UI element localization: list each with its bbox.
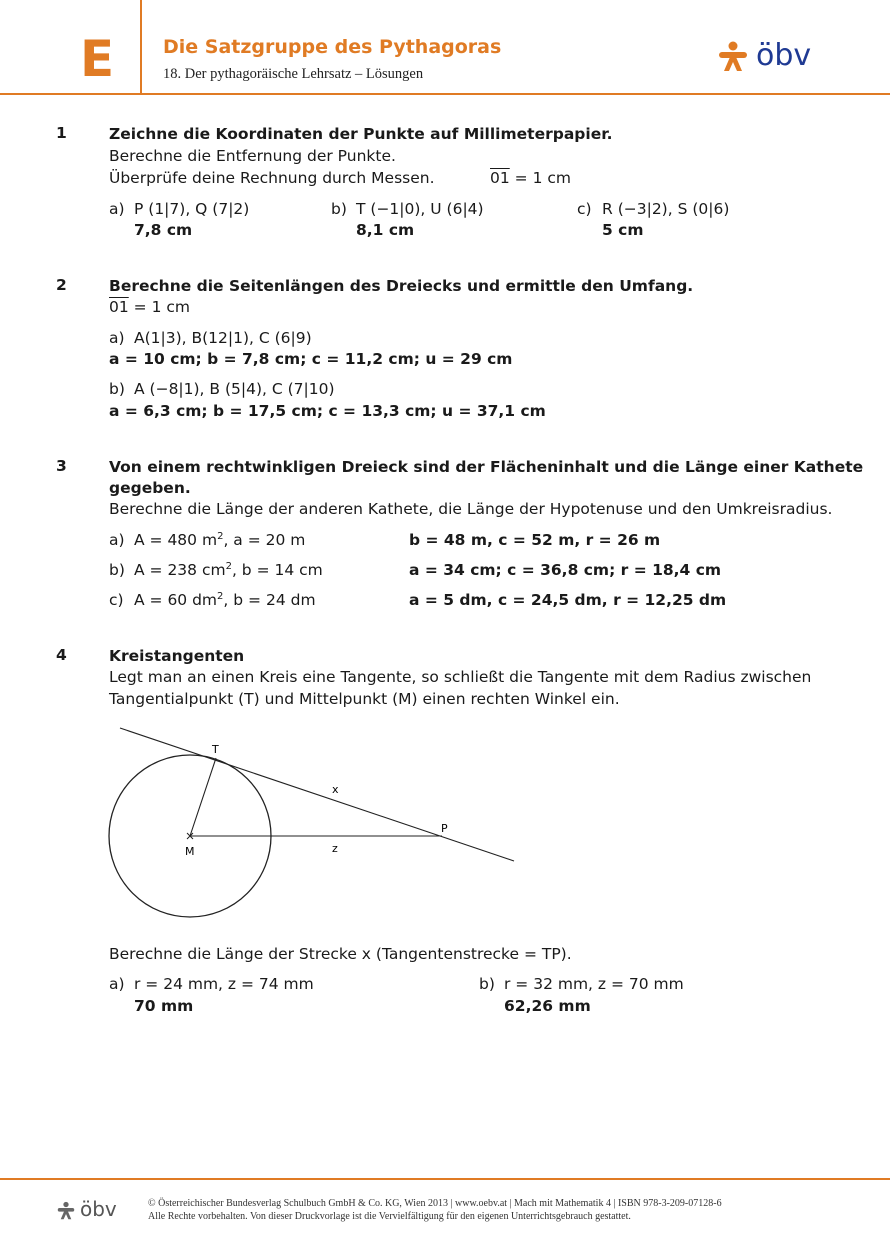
unit-label: 01 [490,169,510,187]
task3-heading-line2: gegeben. [109,479,191,497]
task4-item-a-answer: 70 mm [134,997,194,1015]
unit-label: 01 [109,298,129,316]
footer-copyright: © Österreichischer Bundesverlag Schulbuch GmbH & Co. KG, Wien 2013 | www.oebv.at | Mach mit Mathematik 4 | ISBN 978-3-209-07128-6 [148,1198,722,1209]
label-M: M [185,845,195,858]
task3-item-c-question [134,589,316,611]
unit-value: = 1 cm [514,169,571,187]
label-P: P [441,822,448,835]
label-z: z [332,842,338,855]
task3-item-c-label: c) [109,591,124,609]
task4-number: 4 [56,646,67,664]
label-x: x [332,783,339,796]
task1-item-b-label: b) [331,200,347,218]
task1-heading: Zeichne die Koordinaten der Punkte auf Millimeterpapier. [109,125,613,143]
question-part: , a = 20 m [223,531,306,549]
question-part: , b = 24 dm [223,591,316,609]
question-part: A = 60 dm [134,591,218,609]
task3-item-a-answer: b = 48 m, c = 52 m, r = 26 m [409,531,661,549]
task1-item-c-question: R (−3|2), S (0|6) [602,200,730,218]
task1-item-b-question: T (−1|0), U (6|4) [356,200,484,218]
obv-star-icon [716,40,750,74]
page-title: Die Satzgruppe des Pythagoras [163,36,502,58]
task1-line2: Überprüfe deine Rechnung durch Messen. [109,169,435,187]
question-part: A = 238 cm [134,561,226,579]
chapter-letter: E [80,30,115,88]
task1-item-a-label: a) [109,200,125,218]
task1-item-a-question: P (1|7), Q (7|2) [134,200,250,218]
task1-line1: Berechne die Entfernung der Punkte. [109,147,396,165]
task3-item-c-answer: a = 5 dm, c = 24,5 dm, r = 12,25 dm [409,591,727,609]
header-divider [140,0,142,94]
label-T: T [212,743,219,756]
tangent-line [120,728,514,861]
task3-item-b-answer: a = 34 cm; c = 36,8 cm; r = 18,4 cm [409,561,722,579]
task4-heading: Kreistangenten [109,647,245,665]
obv-star-icon [56,1201,76,1221]
task3-item-a-question [134,529,305,551]
task3-heading-line1: Von einem rechtwinkligen Dreieck sind der Flächeninhalt und die Länge einer Kathete [109,458,864,476]
question-part: , b = 14 cm [231,561,323,579]
task1-item-c-answer: 5 cm [602,221,644,239]
task3-item-b-label: b) [109,561,125,579]
task2-item-a-question: A(1|3), B(12|1), C (6|9) [134,329,312,347]
footer-logo-text: öbv [80,1197,117,1221]
task4-item-b-question: r = 32 mm, z = 70 mm [504,975,684,993]
task2-item-b-question: A (−8|1), B (5|4), C (7|10) [134,380,335,398]
task2-item-b-label: b) [109,380,125,398]
question-exponent: 2 [217,530,224,542]
task4-question: Berechne die Länge der Strecke x (Tangentenstrecke = TP). [109,945,572,963]
task4-item-a-label: a) [109,975,125,993]
task1-number: 1 [56,124,67,142]
task3-item-a-label: a) [109,531,125,549]
task2-item-a-answer: a = 10 cm; b = 7,8 cm; c = 11,2 cm; u = 29 cm [109,350,513,368]
task2-number: 2 [56,276,67,294]
task2-heading: Berechne die Seitenlängen des Dreiecks und ermittle den Umfang. [109,277,694,295]
task1-item-a-answer: 7,8 cm [134,221,193,239]
header-rule [0,93,890,95]
task1-unit [490,167,571,189]
question-exponent: 2 [225,560,232,572]
unit-value: = 1 cm [133,298,190,316]
task2-item-a-label: a) [109,329,125,347]
task2-unit [109,296,190,318]
radius-line [190,758,216,836]
obv-logo-text: öbv [756,38,812,73]
task4-line2: Tangentialpunkt (T) und Mittelpunkt (M) einen rechten Winkel ein. [109,690,620,708]
task1-item-c-label: c) [577,200,592,218]
task3-item-b-question [134,559,323,581]
task1-item-b-answer: 8,1 cm [356,221,415,239]
task4-item-b-label: b) [479,975,495,993]
task3-number: 3 [56,457,67,475]
task4-line1: Legt man an einen Kreis eine Tangente, so schließt die Tangente mit dem Radius zwischen [109,668,812,686]
task4-item-a-question: r = 24 mm, z = 74 mm [134,975,314,993]
question-part: A = 480 m [134,531,218,549]
task3-line1: Berechne die Länge der anderen Kathete, die Länge der Hypotenuse und den Umkreisradius. [109,500,833,518]
task4-item-b-answer: 62,26 mm [504,997,591,1015]
footer-rights: Alle Rechte vorbehalten. Von dieser Druckvorlage ist die Vervielfältigung für den eigenen Unterrichtsgebrauch gestattet. [148,1211,631,1222]
question-exponent: 2 [217,590,224,602]
footer-rule [0,1178,890,1180]
tangent-figure [100,720,530,925]
task2-item-b-answer: a = 6,3 cm; b = 17,5 cm; c = 13,3 cm; u = 37,1 cm [109,402,546,420]
page-subtitle: 18. Der pythagoräische Lehrsatz – Lösungen [163,66,424,82]
